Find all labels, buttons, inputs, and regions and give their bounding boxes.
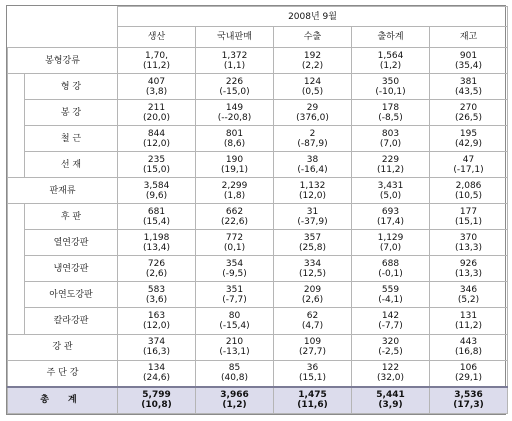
row-label: 봉형강류 <box>8 48 118 74</box>
cell-change-percent: (17,4) <box>376 216 405 227</box>
column-header: 출하계 <box>352 27 430 48</box>
data-cell <box>274 100 352 126</box>
cell-change-percent: (5,0) <box>379 190 402 201</box>
cell-value: 134 <box>147 363 166 374</box>
cell-value: 124 <box>303 76 322 87</box>
data-cell <box>274 74 352 100</box>
cell-value: 357 <box>303 232 322 243</box>
data-cell <box>196 308 274 334</box>
row-sublabel: 열연강판 <box>25 230 118 256</box>
cell-change-percent: (-87,9) <box>297 138 328 149</box>
table-row <box>8 48 508 74</box>
data-cell <box>352 126 430 152</box>
row-label: 주 단 강 <box>8 360 118 387</box>
row-sublabel: 선 재 <box>25 152 118 178</box>
cell-change-percent: (3,6) <box>145 294 168 305</box>
cell-value: 149 <box>225 102 244 113</box>
row-sublabel: 형 강 <box>25 74 118 100</box>
data-cell <box>118 256 196 282</box>
data-cell <box>274 282 352 308</box>
data-cell <box>430 360 508 387</box>
data-cell <box>430 152 508 178</box>
data-cell <box>430 126 508 152</box>
cell-change-percent: (22,6) <box>220 216 249 227</box>
cell-value: 803 <box>381 128 400 139</box>
data-cell <box>352 360 430 387</box>
total-value: 3,966 <box>220 390 249 401</box>
steel-statistics-table <box>7 6 508 414</box>
row-label: 판재류 <box>8 178 118 204</box>
data-cell <box>274 178 352 204</box>
data-cell <box>274 334 352 360</box>
data-cell <box>274 204 352 230</box>
data-cell <box>352 230 430 256</box>
cell-value: 844 <box>147 128 166 139</box>
table-row <box>8 100 508 126</box>
row-sublabel: 철 근 <box>25 126 118 152</box>
indent-cell <box>8 126 25 152</box>
cell-change-percent: (16,3) <box>142 347 171 358</box>
data-cell <box>118 360 196 387</box>
total-value: 1,475 <box>298 390 327 401</box>
cell-change-percent: (15,1) <box>298 373 327 384</box>
cell-change-percent: (20,0) <box>142 112 171 123</box>
row-sublabel: 칼라강판 <box>25 308 118 334</box>
cell-change-percent: (0,1) <box>223 242 246 253</box>
data-cell <box>274 360 352 387</box>
indent-cell <box>8 308 25 334</box>
table-row <box>8 282 508 308</box>
data-cell <box>118 178 196 204</box>
table-row <box>8 126 508 152</box>
cell-value: 370 <box>459 232 478 243</box>
cell-change-percent: (11,2) <box>142 60 171 71</box>
total-label: 총 계 <box>8 387 118 414</box>
cell-value: 693 <box>381 206 400 217</box>
cell-value: 407 <box>147 76 166 87</box>
cell-value: 1,70, <box>145 50 168 61</box>
data-cell <box>274 256 352 282</box>
cell-change-percent: (29,1) <box>454 373 483 384</box>
period-header: 2008년 9월 <box>118 7 508 27</box>
cell-change-percent: (25,8) <box>298 242 327 253</box>
cell-change-percent: (-15,4) <box>219 320 250 331</box>
data-cell <box>196 360 274 387</box>
cell-change-percent: (15,0) <box>142 164 171 175</box>
indent-cell <box>8 230 25 256</box>
cell-value: 177 <box>459 206 478 217</box>
cell-value: 334 <box>303 258 322 269</box>
steel-statistics-table-frame <box>6 5 506 415</box>
table-row <box>8 308 508 334</box>
cell-value: 350 <box>381 76 400 87</box>
table-row <box>8 204 508 230</box>
column-header: 재고 <box>430 27 508 48</box>
data-cell <box>118 334 196 360</box>
cell-change-percent: (1,1) <box>223 60 246 71</box>
cell-value: 726 <box>147 258 166 269</box>
total-change-percent: (3,9) <box>378 400 403 411</box>
total-cell <box>430 387 508 414</box>
cell-value: 801 <box>225 128 244 139</box>
cell-change-percent: (35,4) <box>454 60 483 71</box>
data-cell <box>430 334 508 360</box>
cell-change-percent: (15,1) <box>454 216 483 227</box>
cell-value: 2,299 <box>221 180 248 191</box>
cell-value: 1,372 <box>221 50 248 61</box>
cell-value: 688 <box>381 258 400 269</box>
data-cell <box>352 282 430 308</box>
cell-value: 351 <box>225 284 244 295</box>
cell-change-percent: (2,2) <box>301 60 324 71</box>
data-cell <box>274 308 352 334</box>
cell-change-percent: (-8,5) <box>378 112 403 123</box>
table-row <box>8 256 508 282</box>
cell-value: 270 <box>459 102 478 113</box>
cell-value: 47 <box>462 154 475 165</box>
data-cell <box>118 74 196 100</box>
cell-change-percent: (--20,8) <box>217 112 252 123</box>
data-cell <box>430 48 508 74</box>
data-cell <box>430 74 508 100</box>
cell-change-percent: (42,9) <box>454 138 483 149</box>
cell-value: 346 <box>459 284 478 295</box>
data-cell <box>196 282 274 308</box>
cell-change-percent: (24,6) <box>142 373 171 384</box>
data-cell <box>274 152 352 178</box>
cell-change-percent: (-4,1) <box>378 294 403 305</box>
cell-value: 1,129 <box>377 232 404 243</box>
column-header: 생산 <box>118 27 196 48</box>
corner-cell <box>8 7 118 48</box>
row-sublabel: 냉연강판 <box>25 256 118 282</box>
cell-change-percent: (11,2) <box>376 164 405 175</box>
cell-change-percent: (2,6) <box>301 294 324 305</box>
data-cell <box>430 100 508 126</box>
cell-change-percent: (10,5) <box>454 190 483 201</box>
data-cell <box>352 100 430 126</box>
cell-value: 2 <box>309 128 316 139</box>
cell-value: 681 <box>147 206 166 217</box>
cell-change-percent: (32,0) <box>376 373 405 384</box>
cell-value: 122 <box>381 363 400 374</box>
total-value: 3,536 <box>454 390 483 401</box>
cell-change-percent: (13,3) <box>454 268 483 279</box>
total-value: 5,441 <box>376 390 405 401</box>
cell-value: 36 <box>306 363 319 374</box>
indent-cell <box>8 204 25 230</box>
table-row <box>8 74 508 100</box>
data-cell <box>118 230 196 256</box>
cell-value: 374 <box>147 337 166 348</box>
data-cell <box>118 308 196 334</box>
data-cell <box>430 282 508 308</box>
total-cell <box>274 387 352 414</box>
data-cell <box>118 282 196 308</box>
total-change-percent: (17,3) <box>453 400 484 411</box>
cell-change-percent: (12,0) <box>298 190 327 201</box>
cell-change-percent: (-0,1) <box>378 268 403 279</box>
cell-change-percent: (376,0) <box>296 112 329 123</box>
data-cell <box>274 126 352 152</box>
cell-change-percent: (13,4) <box>142 242 171 253</box>
cell-change-percent: (-37,9) <box>297 216 328 227</box>
cell-change-percent: (40,8) <box>220 373 249 384</box>
data-cell <box>352 308 430 334</box>
cell-change-percent: (4,7) <box>301 320 324 331</box>
cell-change-percent: (12,0) <box>142 320 171 331</box>
cell-value: 1,132 <box>299 180 326 191</box>
cell-value: 772 <box>225 232 244 243</box>
cell-value: 226 <box>225 76 244 87</box>
cell-change-percent: (8,6) <box>223 138 246 149</box>
cell-value: 29 <box>306 102 319 113</box>
cell-value: 62 <box>306 310 319 321</box>
cell-value: 559 <box>381 284 400 295</box>
data-cell <box>118 100 196 126</box>
data-cell <box>196 256 274 282</box>
cell-value: 178 <box>381 102 400 113</box>
cell-change-percent: (11,2) <box>454 320 483 331</box>
cell-change-percent: (43,5) <box>454 86 483 97</box>
cell-change-percent: (7,0) <box>379 138 402 149</box>
cell-change-percent: (-7,7) <box>378 320 403 331</box>
row-sublabel: 후 판 <box>25 204 118 230</box>
indent-cell <box>8 282 25 308</box>
cell-value: 190 <box>225 154 244 165</box>
cell-value: 85 <box>228 363 241 374</box>
cell-value: 1,564 <box>377 50 404 61</box>
cell-value: 106 <box>459 363 478 374</box>
cell-value: 2,086 <box>455 180 482 191</box>
data-cell <box>196 100 274 126</box>
cell-value: 211 <box>147 102 166 113</box>
table-row <box>8 334 508 360</box>
cell-change-percent: (19,1) <box>220 164 249 175</box>
cell-change-percent: (13,3) <box>454 242 483 253</box>
data-cell <box>118 204 196 230</box>
data-cell <box>196 178 274 204</box>
data-cell <box>274 230 352 256</box>
table-row <box>8 178 508 204</box>
table-row <box>8 230 508 256</box>
data-cell <box>196 334 274 360</box>
cell-value: 443 <box>459 337 478 348</box>
cell-change-percent: (9,6) <box>145 190 168 201</box>
data-cell <box>352 334 430 360</box>
indent-cell <box>8 100 25 126</box>
cell-change-percent: (-7,7) <box>222 294 247 305</box>
cell-change-percent: (15,4) <box>142 216 171 227</box>
cell-change-percent: (3,8) <box>145 86 168 97</box>
row-sublabel: 봉 강 <box>25 100 118 126</box>
cell-change-percent: (7,0) <box>379 242 402 253</box>
cell-value: 235 <box>147 154 166 165</box>
cell-change-percent: (1,8) <box>223 190 246 201</box>
cell-change-percent: (12,5) <box>298 268 327 279</box>
total-row <box>8 387 508 414</box>
table-row <box>8 152 508 178</box>
cell-value: 381 <box>459 76 478 87</box>
data-cell <box>430 256 508 282</box>
cell-change-percent: (27,7) <box>298 347 327 358</box>
data-cell <box>430 308 508 334</box>
cell-value: 1,198 <box>143 232 170 243</box>
column-header: 수출 <box>274 27 352 48</box>
cell-change-percent: (-13,1) <box>219 347 250 358</box>
total-change-percent: (1,2) <box>222 400 247 411</box>
cell-value: 163 <box>147 310 166 321</box>
cell-value: 109 <box>303 337 322 348</box>
data-cell <box>352 178 430 204</box>
cell-value: 3,584 <box>143 180 170 191</box>
cell-change-percent: (-17,1) <box>453 164 484 175</box>
cell-value: 901 <box>459 50 478 61</box>
cell-value: 209 <box>303 284 322 295</box>
cell-value: 31 <box>306 206 319 217</box>
cell-value: 80 <box>228 310 241 321</box>
column-header: 국내판매 <box>196 27 274 48</box>
table-row <box>8 360 508 387</box>
data-cell <box>352 48 430 74</box>
cell-change-percent: (12,0) <box>142 138 171 149</box>
total-change-percent: (11,6) <box>297 400 328 411</box>
cell-change-percent: (26,5) <box>454 112 483 123</box>
data-cell <box>196 152 274 178</box>
cell-change-percent: (16,8) <box>454 347 483 358</box>
data-cell <box>352 74 430 100</box>
cell-change-percent: (-9,5) <box>222 268 247 279</box>
cell-change-percent: (5,2) <box>457 294 480 305</box>
data-cell <box>118 126 196 152</box>
cell-value: 131 <box>459 310 478 321</box>
data-cell <box>196 74 274 100</box>
indent-cell <box>8 74 25 100</box>
cell-value: 210 <box>225 337 244 348</box>
data-cell <box>430 204 508 230</box>
cell-change-percent: (2,6) <box>145 268 168 279</box>
cell-value: 142 <box>381 310 400 321</box>
cell-value: 192 <box>303 50 322 61</box>
cell-value: 3,431 <box>377 180 404 191</box>
cell-change-percent: (-2,5) <box>378 347 403 358</box>
data-cell <box>274 48 352 74</box>
cell-value: 320 <box>381 337 400 348</box>
indent-cell <box>8 256 25 282</box>
cell-value: 229 <box>381 154 400 165</box>
cell-value: 38 <box>306 154 319 165</box>
data-cell <box>118 152 196 178</box>
cell-value: 195 <box>459 128 478 139</box>
data-cell <box>352 204 430 230</box>
data-cell <box>352 256 430 282</box>
total-change-percent: (10,8) <box>141 400 172 411</box>
data-cell <box>196 230 274 256</box>
data-cell <box>430 230 508 256</box>
cell-change-percent: (-15,0) <box>219 86 250 97</box>
cell-change-percent: (0,5) <box>301 86 324 97</box>
data-cell <box>196 48 274 74</box>
cell-value: 926 <box>459 258 478 269</box>
cell-change-percent: (-10,1) <box>375 86 406 97</box>
total-cell <box>118 387 196 414</box>
data-cell <box>430 178 508 204</box>
total-cell <box>196 387 274 414</box>
row-label: 강 관 <box>8 334 118 360</box>
cell-change-percent: (1,2) <box>379 60 402 71</box>
data-cell <box>352 152 430 178</box>
indent-cell <box>8 152 25 178</box>
cell-value: 583 <box>147 284 166 295</box>
cell-value: 662 <box>225 206 244 217</box>
cell-value: 354 <box>225 258 244 269</box>
data-cell <box>118 48 196 74</box>
row-sublabel: 아연도강판 <box>25 282 118 308</box>
data-cell <box>196 204 274 230</box>
data-cell <box>196 126 274 152</box>
total-value: 5,799 <box>142 390 171 401</box>
cell-change-percent: (-16,4) <box>297 164 328 175</box>
total-cell <box>352 387 430 414</box>
